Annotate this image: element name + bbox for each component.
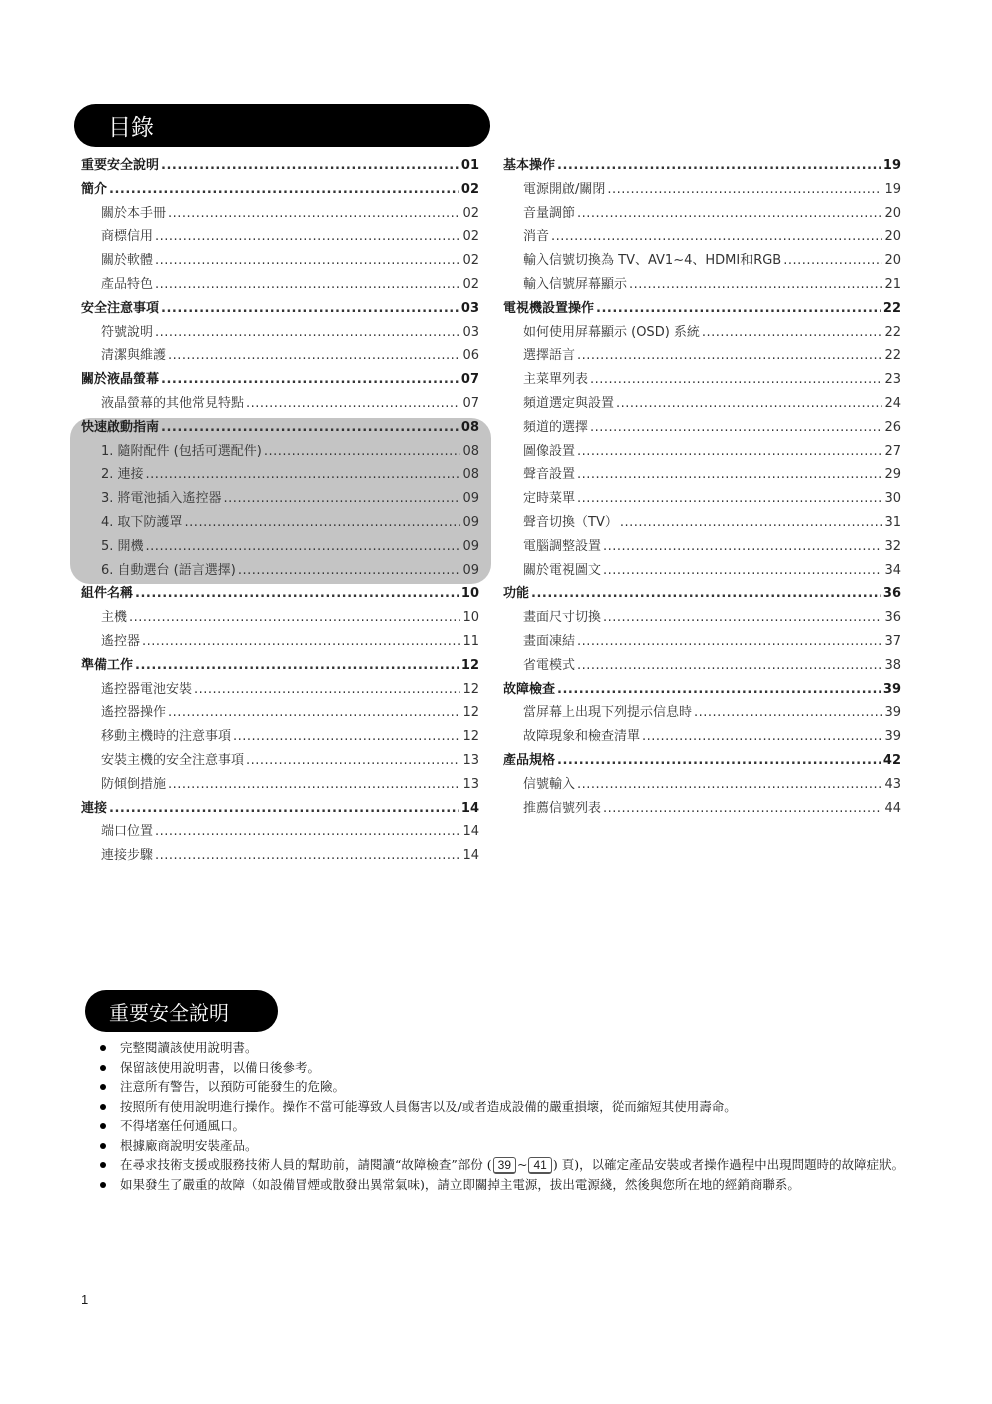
- toc-subsection-entry[interactable]: [81, 844, 479, 868]
- toc-section-entry[interactable]: [81, 654, 479, 678]
- toc-leader-dots: [694, 701, 882, 725]
- toc-leader-dots: [161, 368, 459, 392]
- toc-entry-page: 43: [884, 776, 901, 792]
- toc-entry-page: 14: [462, 848, 479, 864]
- toc-right-column: [503, 154, 901, 820]
- toc-leader-dots: [577, 344, 882, 368]
- toc-entry-page: 22: [884, 348, 901, 364]
- safety-item-text: 不得堵塞任何通風口。: [120, 1118, 246, 1133]
- toc-entry-page: 08: [460, 419, 479, 435]
- toc-subsection-entry[interactable]: [81, 321, 479, 345]
- safety-heading: [85, 990, 278, 1032]
- toc-entry-label: 電視機設置操作: [503, 300, 595, 316]
- toc-entry-label: 安裝主機的安全注意事項: [101, 752, 245, 768]
- toc-entry-page: 12: [460, 657, 479, 673]
- toc-leader-dots: [194, 678, 460, 702]
- toc-entry-page: 19: [882, 158, 901, 173]
- toc-leader-dots: [577, 202, 882, 226]
- toc-entry-label: 2. 連接: [101, 467, 144, 483]
- toc-subsection-entry[interactable]: [81, 225, 479, 249]
- safety-item: [96, 1038, 916, 1058]
- toc-subsection-entry[interactable]: [503, 392, 901, 416]
- toc-entry-page: 29: [884, 467, 901, 483]
- toc-entry-page: 37: [884, 633, 901, 649]
- toc-entry-page: 13: [462, 776, 479, 792]
- toc-entry-page: 02: [460, 181, 479, 197]
- toc-entry-label: 畫面尺寸切換: [523, 610, 602, 626]
- toc-leader-dots: [109, 178, 459, 202]
- toc-subsection-entry[interactable]: [81, 463, 479, 487]
- safety-item-text: 按照所有使用說明進行操作。操作不當可能導致人員傷害以及/或者造成設備的嚴重損壞，從而縮短其使用壽命。: [120, 1098, 737, 1114]
- safety-item-text: 完整閱讀該使用說明書。: [120, 1040, 258, 1055]
- toc-entry-page: 31: [884, 514, 901, 530]
- toc-leader-dots: [551, 225, 882, 249]
- bullet-icon: [100, 1084, 106, 1090]
- toc-leader-dots: [155, 273, 460, 297]
- toc-entry-label: 關於軟體: [101, 253, 154, 269]
- toc-entry-page: 09: [462, 514, 479, 530]
- toc-entry-label: 故障現象和檢查清單: [523, 729, 641, 745]
- toc-entry-label: 關於本手冊: [101, 205, 167, 221]
- toc-leader-dots: [620, 511, 883, 535]
- toc-leader-dots: [577, 440, 882, 464]
- bullet-icon: [100, 1104, 106, 1110]
- toc-section-entry[interactable]: [503, 297, 901, 321]
- safety-item-text: ) 頁)，以確定產品安裝或者操作過程中出現問題時的故障症狀。: [552, 1157, 905, 1172]
- toc-entry-label: 6. 自動選台 (語言選擇): [101, 562, 236, 578]
- toc-entry-label: 安全注意事項: [81, 300, 160, 316]
- toc-subsection-entry[interactable]: [81, 606, 479, 630]
- toc-entry-page: 02: [462, 229, 479, 245]
- toc-entry-label: 如何使用屏幕顯示 (OSD) 系統: [523, 324, 700, 340]
- toc-subsection-entry[interactable]: [503, 630, 901, 654]
- toc-entry-page: 02: [462, 276, 479, 292]
- toc-entry-label: 關於液晶螢幕: [81, 372, 160, 388]
- toc-entry-label: 選擇語言: [523, 348, 576, 364]
- toc-leader-dots: [233, 725, 460, 749]
- toc-entry-page: 07: [460, 372, 479, 388]
- toc-entry-page: 34: [884, 562, 901, 578]
- toc-subsection-entry[interactable]: [503, 725, 901, 749]
- toc-entry-page: 39: [882, 681, 901, 697]
- toc-entry-page: 14: [460, 800, 479, 816]
- toc-subsection-entry[interactable]: [503, 321, 901, 345]
- toc-entry-page: 39: [884, 705, 901, 721]
- toc-leader-dots: [168, 773, 460, 797]
- toc-entry-label: 聲音設置: [523, 467, 576, 483]
- toc-leader-dots: [577, 463, 882, 487]
- toc-subsection-entry[interactable]: [81, 440, 479, 464]
- toc-entry-label: 液晶螢幕的其他常見特點: [101, 395, 245, 411]
- bullet-icon: [100, 1123, 106, 1129]
- toc-entry-label: 圖像設置: [523, 443, 576, 459]
- safety-item: [96, 1077, 916, 1097]
- toc-entry-label: 商標信用: [101, 229, 154, 245]
- toc-section-entry[interactable]: [81, 368, 479, 392]
- safety-item-text: 在尋求技術支援或服務技術人員的幫助前，請閱讀“故障檢查”部份 (: [120, 1157, 492, 1172]
- page-ref-separator: ~: [517, 1157, 528, 1172]
- toc-leader-dots: [607, 178, 882, 202]
- toc-section-entry[interactable]: [503, 678, 901, 702]
- toc-entry-label: 遙控器操作: [101, 705, 167, 721]
- toc-subsection-entry[interactable]: [81, 725, 479, 749]
- toc-heading: [74, 104, 490, 147]
- toc-subsection-entry[interactable]: [503, 487, 901, 511]
- toc-section-entry[interactable]: [81, 797, 479, 821]
- toc-entry-label: 準備工作: [81, 657, 134, 673]
- toc-entry-label: 頻道選定與設置: [523, 395, 615, 411]
- safety-item-text: 如果發生了嚴重的故障（如設備冒煙或散發出異常氣味)，請立即關掉主電源，拔出電源綫，然後與您所在地的經銷商聯系。: [120, 1176, 800, 1192]
- toc-entry-label: 關於電視圖文: [523, 562, 602, 578]
- toc-entry-page: 01: [460, 158, 479, 173]
- toc-entry-label: 產品規格: [503, 752, 556, 768]
- toc-subsection-entry[interactable]: [81, 749, 479, 773]
- toc-section-entry[interactable]: [81, 297, 479, 321]
- toc-entry-label: 遙控器: [101, 633, 141, 649]
- toc-entry-label: 主機: [101, 610, 128, 626]
- toc-subsection-entry[interactable]: [81, 392, 479, 416]
- toc-entry-label: 1. 隨附配件 (包括可選配件): [101, 443, 262, 459]
- toc-leader-dots: [557, 749, 881, 773]
- toc-leader-dots: [590, 416, 882, 440]
- toc-entry-page: 02: [462, 253, 479, 269]
- toc-entry-label: 基本操作: [503, 158, 556, 173]
- toc-entry-page: 20: [884, 229, 901, 245]
- toc-entry-page: 39: [884, 729, 901, 745]
- toc-entry-page: 03: [462, 324, 479, 340]
- toc-entry-page: 42: [882, 752, 901, 768]
- toc-leader-dots: [135, 654, 459, 678]
- toc-leader-dots: [557, 678, 881, 702]
- toc-subsection-entry[interactable]: [503, 701, 901, 725]
- toc-subsection-entry[interactable]: [81, 559, 479, 583]
- toc-entry-page: 20: [884, 205, 901, 221]
- toc-leader-dots: [155, 844, 460, 868]
- toc-subsection-entry[interactable]: [503, 178, 901, 202]
- toc-subsection-entry[interactable]: [503, 463, 901, 487]
- toc-entry-page: 38: [884, 657, 901, 673]
- bullet-icon: [100, 1065, 106, 1071]
- safety-item-text: 保留該使用說明書，以備日後參考。: [120, 1059, 321, 1075]
- toc-leader-dots: [146, 463, 461, 487]
- toc-entry-label: 端口位置: [101, 824, 154, 840]
- toc-entry-label: 信號輸入: [523, 776, 576, 792]
- bullet-icon: [100, 1162, 106, 1168]
- toc-entry-label: 輸入信號屏幕顯示: [523, 276, 628, 292]
- toc-entry-label: 聲音切換（TV）: [523, 514, 618, 530]
- safety-item-text: 注意所有警告，以預防可能發生的危險。: [120, 1079, 346, 1094]
- bullet-icon: [100, 1182, 106, 1188]
- toc-leader-dots: [246, 392, 460, 416]
- toc-section-entry[interactable]: [503, 582, 901, 606]
- toc-subsection-entry[interactable]: [503, 654, 901, 678]
- toc-entry-label: 5. 開機: [101, 538, 144, 554]
- toc-leader-dots: [531, 582, 881, 606]
- toc-heading-text: 目錄: [108, 115, 154, 141]
- toc-section-entry[interactable]: [81, 154, 479, 178]
- safety-list: [96, 1038, 916, 1194]
- toc-entry-page: 12: [462, 729, 479, 745]
- toc-subsection-entry[interactable]: [81, 511, 479, 535]
- toc-section-entry[interactable]: [503, 154, 901, 178]
- page-number: 1: [81, 1292, 89, 1307]
- toc-leader-dots: [161, 154, 459, 178]
- toc-leader-dots: [702, 321, 883, 345]
- toc-entry-page: 09: [462, 538, 479, 554]
- toc-entry-label: 音量調節: [523, 205, 576, 221]
- toc-leader-dots: [577, 654, 882, 678]
- safety-item: [96, 1136, 916, 1156]
- toc-leader-dots: [168, 344, 460, 368]
- toc-leader-dots: [155, 820, 460, 844]
- toc-subsection-entry[interactable]: [81, 701, 479, 725]
- toc-leader-dots: [642, 725, 882, 749]
- toc-subsection-entry[interactable]: [81, 273, 479, 297]
- toc-section-entry[interactable]: [81, 416, 479, 440]
- toc-subsection-entry[interactable]: [503, 797, 901, 821]
- safety-item: [96, 1116, 916, 1136]
- toc-leader-dots: [155, 321, 460, 345]
- toc-entry-label: 省電模式: [523, 657, 576, 673]
- bullet-icon: [100, 1045, 106, 1051]
- toc-entry-page: 06: [462, 348, 479, 364]
- toc-entry-page: 10: [462, 610, 479, 626]
- toc-leader-dots: [616, 392, 882, 416]
- toc-leader-dots: [603, 535, 882, 559]
- toc-leader-dots: [783, 249, 882, 273]
- toc-subsection-entry[interactable]: [503, 416, 901, 440]
- toc-section-entry[interactable]: [503, 749, 901, 773]
- toc-entry-label: 組件名稱: [81, 586, 134, 602]
- toc-leader-dots: [590, 368, 882, 392]
- toc-entry-page: 23: [884, 372, 901, 388]
- toc-entry-page: 09: [462, 491, 479, 507]
- toc-entry-page: 26: [884, 419, 901, 435]
- bullet-icon: [100, 1143, 106, 1149]
- toc-entry-label: 當屏幕上出現下列提示信息時: [523, 705, 693, 721]
- toc-subsection-entry[interactable]: [81, 678, 479, 702]
- toc-entry-page: 19: [884, 181, 901, 197]
- toc-entry-page: 36: [884, 610, 901, 626]
- toc-subsection-entry[interactable]: [503, 511, 901, 535]
- toc-entry-page: 24: [884, 395, 901, 411]
- toc-entry-label: 功能: [503, 586, 530, 602]
- toc-entry-page: 22: [882, 300, 901, 316]
- toc-entry-label: 頻道的選擇: [523, 419, 589, 435]
- safety-item-text: 根據廠商說明安裝產品。: [120, 1137, 258, 1153]
- toc-leader-dots: [557, 154, 881, 178]
- toc-subsection-entry[interactable]: [503, 249, 901, 273]
- page-ref-book-icon[interactable]: 39: [493, 1157, 516, 1174]
- toc-entry-page: 36: [882, 586, 901, 602]
- toc-entry-label: 消音: [523, 229, 550, 245]
- toc-leader-dots: [577, 630, 882, 654]
- toc-entry-page: 13: [462, 752, 479, 768]
- toc-entry-label: 電腦調整設置: [523, 538, 602, 554]
- toc-leader-dots: [596, 297, 881, 321]
- toc-entry-page: 20: [884, 253, 901, 269]
- toc-leader-dots: [577, 487, 882, 511]
- page-ref-book-icon[interactable]: 41: [528, 1157, 551, 1174]
- toc-entry-page: 30: [884, 491, 901, 507]
- toc-subsection-entry[interactable]: [503, 344, 901, 368]
- toc-subsection-entry[interactable]: [81, 249, 479, 273]
- toc-entry-label: 畫面凍結: [523, 633, 576, 649]
- toc-leader-dots: [603, 559, 882, 583]
- toc-entry-label: 故障檢查: [503, 681, 556, 697]
- toc-entry-label: 電源開啟/關閉: [523, 181, 606, 197]
- toc-entry-label: 移動主機時的注意事項: [101, 729, 232, 745]
- safety-item: [96, 1155, 916, 1175]
- toc-leader-dots: [224, 487, 461, 511]
- toc-leader-dots: [109, 797, 459, 821]
- toc-entry-page: 22: [884, 324, 901, 340]
- safety-item: [96, 1058, 916, 1078]
- toc-entry-page: 10: [460, 586, 479, 602]
- toc-leader-dots: [129, 606, 460, 630]
- toc-entry-label: 清潔與維護: [101, 348, 167, 364]
- toc-entry-label: 防傾倒措施: [101, 776, 167, 792]
- toc-entry-label: 簡介: [81, 181, 108, 197]
- toc-leader-dots: [577, 773, 882, 797]
- toc-entry-page: 07: [462, 395, 479, 411]
- toc-subsection-entry[interactable]: [503, 535, 901, 559]
- toc-subsection-entry[interactable]: [81, 535, 479, 559]
- toc-leader-dots: [629, 273, 882, 297]
- toc-entry-page: 12: [462, 681, 479, 697]
- toc-leader-dots: [168, 202, 460, 226]
- safety-heading-text: 重要安全說明: [109, 1000, 229, 1025]
- toc-entry-label: 推薦信號列表: [523, 800, 602, 816]
- toc-entry-label: 4. 取下防護罩: [101, 514, 183, 530]
- toc-entry-page: 21: [884, 276, 901, 292]
- toc-leader-dots: [161, 297, 459, 321]
- toc-entry-page: 08: [462, 467, 479, 483]
- toc-leader-dots: [246, 749, 460, 773]
- toc-leader-dots: [603, 797, 882, 821]
- toc-subsection-entry[interactable]: [503, 202, 901, 226]
- toc-leader-dots: [146, 535, 461, 559]
- toc-subsection-entry[interactable]: [81, 630, 479, 654]
- toc-subsection-entry[interactable]: [81, 202, 479, 226]
- safety-item: [96, 1097, 916, 1117]
- toc-leader-dots: [185, 511, 461, 535]
- toc-subsection-entry[interactable]: [503, 606, 901, 630]
- toc-subsection-entry[interactable]: [503, 773, 901, 797]
- toc-subsection-entry[interactable]: [503, 559, 901, 583]
- toc-section-entry[interactable]: [81, 582, 479, 606]
- safety-item: [96, 1175, 916, 1195]
- toc-subsection-entry[interactable]: [81, 820, 479, 844]
- toc-entry-page: 12: [462, 705, 479, 721]
- toc-entry-label: 遙控器電池安裝: [101, 681, 193, 697]
- toc-entry-label: 定時菜單: [523, 491, 576, 507]
- toc-section-entry[interactable]: [81, 178, 479, 202]
- toc-leader-dots: [135, 582, 459, 606]
- toc-entry-label: 產品特色: [101, 276, 154, 292]
- toc-leader-dots: [264, 440, 461, 464]
- toc-entry-page: 27: [884, 443, 901, 459]
- toc-subsection-entry[interactable]: [81, 344, 479, 368]
- toc-leader-dots: [142, 630, 460, 654]
- toc-subsection-entry[interactable]: [503, 440, 901, 464]
- toc-subsection-entry[interactable]: [503, 273, 901, 297]
- toc-entry-label: 重要安全說明: [81, 158, 160, 173]
- toc-leader-dots: [603, 606, 882, 630]
- toc-entry-label: 3. 將電池插入遙控器: [101, 491, 222, 507]
- toc-entry-page: 02: [462, 205, 479, 221]
- toc-subsection-entry[interactable]: [81, 773, 479, 797]
- toc-entry-page: 44: [884, 800, 901, 816]
- toc-entry-label: 輸入信號切換為 TV、AV1~4、HDMI和RGB: [523, 253, 782, 269]
- toc-entry-page: 03: [460, 300, 479, 316]
- toc-subsection-entry[interactable]: [503, 368, 901, 392]
- toc-entry-page: 14: [462, 824, 479, 840]
- toc-subsection-entry[interactable]: [81, 487, 479, 511]
- toc-entry-label: 連接: [81, 800, 108, 816]
- toc-leader-dots: [168, 701, 460, 725]
- toc-entry-label: 連接步驟: [101, 848, 154, 864]
- toc-leader-dots: [238, 559, 461, 583]
- toc-entry-label: 主菜單列表: [523, 372, 589, 388]
- toc-subsection-entry[interactable]: [503, 225, 901, 249]
- toc-leader-dots: [155, 225, 460, 249]
- toc-entry-page: 32: [884, 538, 901, 554]
- toc-leader-dots: [161, 416, 459, 440]
- toc-left-column: [81, 154, 479, 868]
- toc-entry-page: 08: [462, 443, 479, 459]
- toc-entry-page: 11: [462, 633, 479, 649]
- toc-entry-label: 快速啟動指南: [81, 419, 160, 435]
- toc-entry-label: 符號說明: [101, 324, 154, 340]
- toc-leader-dots: [155, 249, 460, 273]
- toc-entry-page: 09: [462, 562, 479, 578]
